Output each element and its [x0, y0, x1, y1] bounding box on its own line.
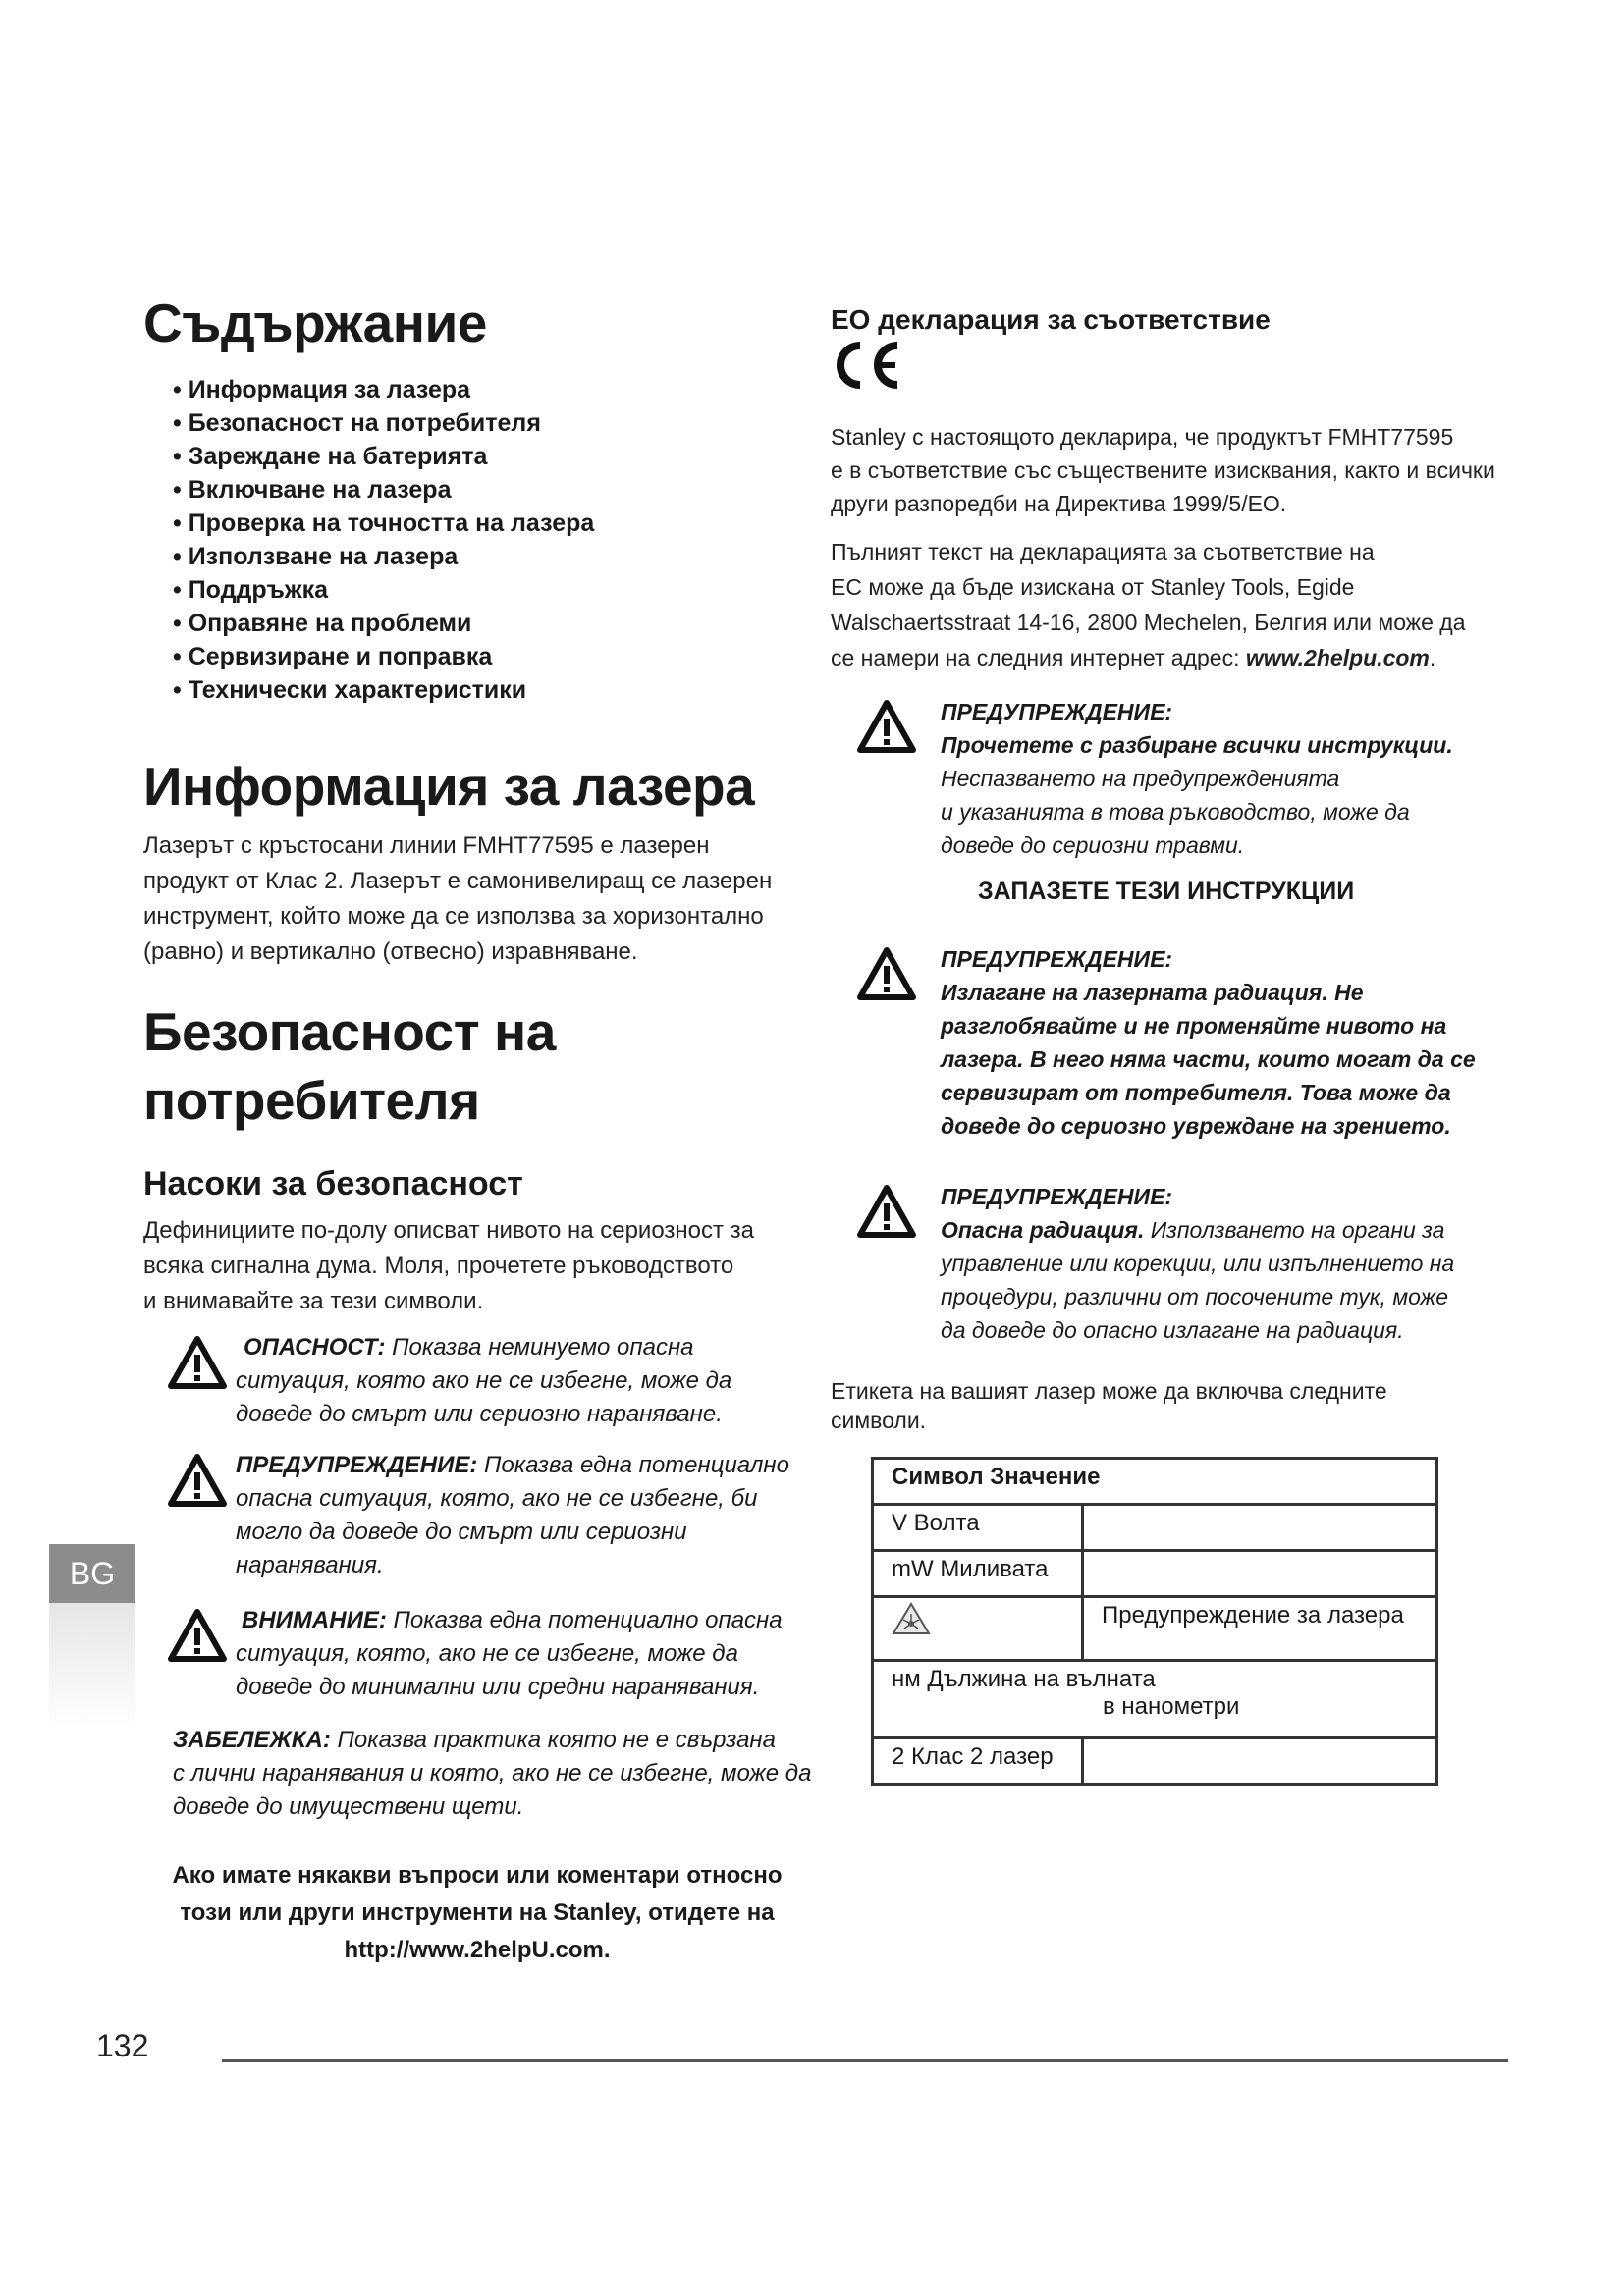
toc-item[interactable]: • Поддръжка: [173, 576, 328, 604]
text-line: всяка сигнална дума. Моля, прочетете ръководството: [143, 1253, 734, 1279]
laser-info-text: [143, 828, 811, 970]
safety-guidelines-subtitle: Насоки за безопасност: [143, 1165, 523, 1202]
language-tab-shadow: [49, 1603, 135, 1731]
table-cell: [1083, 1738, 1437, 1785]
caution-notice: [167, 1604, 815, 1704]
table-of-contents: [173, 373, 723, 707]
caution-label: ВНИМАНИЕ:: [242, 1607, 387, 1633]
text-line: инструмент, който може да се използва за хоризонтално: [143, 903, 764, 930]
note-line2: с лични наранявания и която, ако не се избегне, може да: [173, 1760, 812, 1787]
warning-triangle-icon: [856, 1184, 941, 1244]
caution-line2: ситуация, която, ако не се избегне, може да: [236, 1640, 738, 1667]
table-cell: V Волта: [873, 1505, 1083, 1551]
warning-triangle-icon: [856, 946, 941, 1006]
danger-label: ОПАСНОСТ:: [244, 1334, 386, 1361]
warning-line: сервизират от потребителя. Това може да: [941, 1080, 1451, 1105]
laser-info-title: Информация за лазера: [143, 756, 755, 817]
warning-triangle-icon: [167, 1453, 236, 1513]
warning-triangle-icon: [167, 1335, 236, 1395]
symbols-intro: [831, 1376, 1498, 1435]
footer-rule: [222, 2059, 1508, 2062]
text-line: продукт от Клас 2. Лазерът е самонивелиращ се лазерен: [143, 868, 773, 894]
table-cell: [873, 1597, 1083, 1661]
contact-line2a: този или други инструменти на: [180, 1899, 554, 1926]
text-line: ЕС може да бъде изискана от Stanley Tools, Egide: [831, 574, 1355, 600]
hazardous-radiation-warning: [856, 1180, 1524, 1347]
warning-line: доведе до сериозни травми.: [941, 832, 1245, 858]
warning-triangle-icon: [167, 1608, 236, 1668]
read-instructions-warning: [856, 695, 1524, 862]
table-cell: Предупреждение за лазера: [1083, 1597, 1437, 1661]
warning-label: ПРЕДУПРЕЖДЕНИЕ:: [941, 1184, 1173, 1209]
danger-notice: [167, 1331, 815, 1431]
toc-item[interactable]: • Зареждане на батерията: [173, 443, 488, 470]
text-line: Лазерът с кръстосани линии FMHT77595 е лазерен: [143, 832, 710, 859]
warning-label: ПРЕДУПРЕЖДЕНИЕ:: [941, 946, 1173, 972]
ec-para1: [831, 420, 1498, 520]
contents-title: Съдържание: [143, 293, 487, 353]
text-line: Walschaertsstraat 14-16, 2800 Mechelen, Белгия или може да: [831, 610, 1466, 635]
contact-line2b: , отидете на: [634, 1899, 775, 1926]
text-line: Етикета на вашият лазер може да включва следните: [831, 1378, 1387, 1404]
table-cell: [1083, 1505, 1437, 1551]
danger-line1: Показва неминуемо опасна: [385, 1334, 694, 1361]
warning-bold-line: Опасна радиация.: [941, 1217, 1145, 1243]
ce-mark-icon: [831, 336, 909, 400]
page-number: 132: [96, 2028, 149, 2063]
brand-name: Stanley: [553, 1899, 635, 1926]
text-line: Stanley с настоящото декларира, че продуктът FMHT77595: [831, 424, 1454, 450]
toc-item[interactable]: • Сервизиране и поправка: [173, 643, 493, 670]
table-row: [873, 1459, 1437, 1505]
ec-declaration-title: ЕО декларация за съответствие: [831, 304, 1271, 335]
note-label: ЗАБЕЛЕЖКА:: [173, 1727, 331, 1753]
user-safety-title-line1: Безопасност на: [143, 1001, 556, 1062]
toc-item[interactable]: • Проверка на точността на лазера: [173, 509, 595, 537]
text-line: (равно) и вертикално (отвесно) изравняване.: [143, 938, 638, 965]
text-line: символи.: [831, 1408, 927, 1433]
table-cell-text: нм Дължина на вълната: [892, 1666, 1156, 1692]
text-line: е в съответствие със съществените изисквания, както и всички: [831, 457, 1495, 483]
warning-line: Използването на органи за: [1144, 1217, 1445, 1243]
toc-item[interactable]: • Безопасност на потребителя: [173, 409, 541, 437]
toc-item[interactable]: • Използване на лазера: [173, 543, 459, 570]
symbol-table: [871, 1457, 1438, 1786]
table-cell: mW Миливата: [873, 1551, 1083, 1597]
text-line: се намери на следния интернет адрес:: [831, 645, 1246, 670]
user-safety-title-line2: потребителя: [143, 1070, 480, 1131]
warning-triangle-icon: [856, 699, 941, 759]
text-line: Пълният текст на декларацията за съответствие на: [831, 539, 1375, 564]
warning-notice: [167, 1449, 815, 1582]
toc-item[interactable]: • Информация за лазера: [173, 376, 471, 403]
table-row: [873, 1738, 1437, 1785]
warning-label: ПРЕДУПРЕЖДЕНИЕ:: [941, 699, 1173, 724]
warning-line: и указанията в това ръководство, може да: [941, 799, 1410, 825]
warning-label: ПРЕДУПРЕЖДЕНИЕ:: [236, 1452, 478, 1478]
warning-line3: могло да доведе до смърт или сериозни: [236, 1519, 687, 1545]
warning-line2: опасна ситуация, която, ако не се избегне, би: [236, 1485, 758, 1512]
warning-line1: Показва една потенциално: [477, 1452, 789, 1478]
toc-item[interactable]: • Включване на лазера: [173, 476, 452, 504]
contact-info: [143, 1857, 811, 1969]
toc-item[interactable]: • Оправяне на проблеми: [173, 610, 472, 637]
save-instructions-heading: ЗАПАЗЕТЕ ТЕЗИ ИНСТРУКЦИИ: [978, 878, 1355, 905]
table-cell-text: в нанометри: [1103, 1693, 1240, 1720]
text-line: .: [1429, 645, 1436, 670]
laser-radiation-warning: [856, 942, 1524, 1143]
laser-warning-icon: [892, 1615, 931, 1641]
warning-line: процедури, различни от посочените тук, може: [941, 1284, 1449, 1309]
table-cell: [1083, 1551, 1437, 1597]
table-cell: 2 Клас 2 лазер: [873, 1738, 1083, 1785]
danger-line3: доведе до смърт или сериозно нараняване.: [236, 1401, 723, 1427]
note-notice: [173, 1724, 821, 1824]
ec-para2: [831, 534, 1518, 675]
table-cell: [873, 1661, 1437, 1738]
warning-line: Излагане на лазерната радиация. Не: [941, 980, 1364, 1005]
warning-bold-line: Прочетете с разбиране всички инструкции.: [941, 732, 1453, 758]
table-row: [873, 1551, 1437, 1597]
danger-line2: ситуация, която ако не се избегне, може да: [236, 1367, 732, 1394]
warning-line: Неспазването на предупрежденията: [941, 766, 1340, 791]
table-row: [873, 1505, 1437, 1551]
contact-url-link[interactable]: http://www.2helpU.com.: [344, 1937, 611, 1963]
text-line: и внимавайте за тези символи.: [143, 1288, 484, 1314]
warning-line: доведе до сериозно увреждане на зрението.: [941, 1113, 1451, 1139]
warning-line: да доведе до опасно излагане на радиация.: [941, 1317, 1404, 1343]
safety-intro-text: [143, 1213, 811, 1319]
caution-line1: Показва една потенциално опасна: [386, 1607, 783, 1633]
text-line: Дефинициите по-долу описват нивото на сериозност за: [143, 1217, 755, 1244]
warning-line: лазера. В него няма части, които могат да се: [941, 1046, 1476, 1072]
ec-url-link[interactable]: www.2helpu.com: [1245, 645, 1430, 670]
table-row: [873, 1661, 1437, 1738]
caution-line3: доведе до минимални или средни наранявания.: [236, 1674, 760, 1700]
warning-line: разглобявайте и не променяйте нивото на: [941, 1013, 1447, 1039]
toc-item[interactable]: • Технически характеристики: [173, 676, 527, 704]
contact-line1: Ако имате някакви въпроси или коментари относно: [172, 1862, 783, 1889]
note-line3: доведе до имуществени щети.: [173, 1793, 524, 1820]
language-tab: BG: [49, 1544, 135, 1603]
text-line: други разпоредби на Директива 1999/5/EO.: [831, 491, 1287, 516]
table-row: [873, 1597, 1437, 1661]
warning-line4: наранявания.: [236, 1552, 384, 1578]
table-header: Символ Значение: [873, 1459, 1437, 1505]
warning-line: управление или корекции, или изпълнението на: [941, 1251, 1455, 1276]
note-line1: Показва практика която не е свързана: [330, 1727, 776, 1753]
